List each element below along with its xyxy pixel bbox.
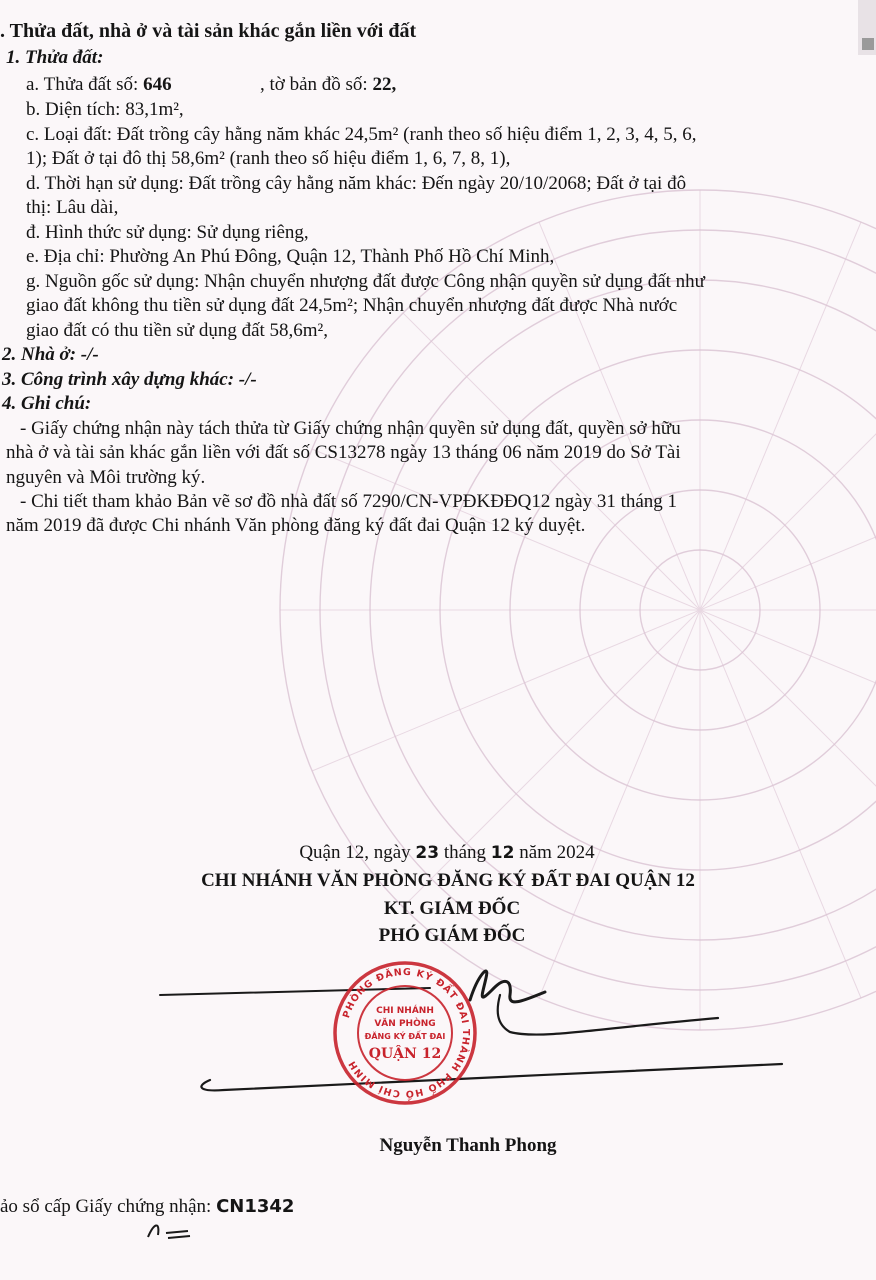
construction-heading: 3. Công trình xây dựng khác: -/- [2,369,257,390]
address-line: e. Địa chỉ: Phường An Phú Đông, Quận 12, Thành Phố Hồ Chí Minh, [26,246,555,267]
seal-ring-text: PHÒNG ĐĂNG KÝ ĐẤT ĐAI THÀNH PHỐ HỒ CHÍ MINH [341,966,472,1100]
date-month: 12 [490,843,515,863]
initials-scribble [140,1215,210,1245]
parcel-number-label: a. Thửa đất số: [26,74,139,95]
origin-line-3: giao đất có thu tiền sử dụng đất 58,6m², [26,320,329,341]
land-heading: 1. Thửa đất: [6,47,104,68]
note-1-line-3: nguyên và Môi trường ký. [6,467,206,488]
signer-name-text: Nguyễn Thanh Phong [379,1135,557,1156]
origin-line-1: g. Nguồn gốc sử dụng: Nhận chuyển nhượng đất được Công nhận quyền sử dụng đất như [26,271,705,292]
official-seal [330,958,480,1108]
signer-role-1-text: KT. GIÁM ĐỐC [383,898,521,919]
seal-line-1: CHI NHÁNH [376,1006,434,1016]
area-line: b. Diện tích: 83,1m², [26,99,184,120]
seal-line-3: ĐĂNG KÝ ĐẤT ĐAI [364,1032,446,1041]
date-prefix: Quận 12, ngày [299,842,411,863]
term-line-2: thị: Lâu dài, [26,197,119,218]
date-month-label: tháng [443,842,487,863]
seal-line-2: VĂN PHÒNG [374,1019,436,1029]
corner-mark-icon [862,38,874,50]
seal-line-4: QUẬN 12 [368,1046,442,1062]
certificate-book-label: ảo sổ cấp Giấy chứng nhận: [0,1196,212,1217]
note-1-line-2: nhà ở và tài sản khác gắn liền với đất số CS13278 ngày 13 tháng 06 năm 2019 do Sở Tài [6,442,681,463]
certificate-book-code: CN1342 [216,1196,295,1217]
parcel-number-row [26,74,172,96]
date-year: năm 2024 [519,842,595,863]
usage-form-line: đ. Hình thức sử dụng: Sử dụng riêng, [26,222,309,243]
land-type-line-1: c. Loại đất: Đất trồng cây hằng năm khác 24,5m² (ranh theo số hiệu điểm 1, 2, 3, 4, 5, 6, [26,124,697,145]
map-sheet-label: , tờ bản đồ số: [260,74,368,95]
note-2-line-2: năm 2019 đã được Chi nhánh Văn phòng đăng ký đất đai Quận 12 ký duyệt. [6,515,586,536]
section-title: . Thửa đất, nhà ở và tài sản khác gắn liền với đất [0,20,417,42]
map-sheet-row [260,74,396,96]
signer-role-1 [0,898,876,920]
issuing-office [0,870,876,892]
signer-role-2-text: PHÓ GIÁM ĐỐC [378,925,526,946]
issuing-office-text: CHI NHÁNH VĂN PHÒNG ĐĂNG KÝ ĐẤT ĐAI QUẬN 12 [201,870,695,891]
parcel-number: 646 [143,74,172,95]
note-1-line-1: - Giấy chứng nhận này tách thửa từ Giấy chứng nhận quyền sử dụng đất, quyền sở hữu [20,418,681,439]
note-2-line-1: - Chi tiết tham khảo Bản vẽ sơ đồ nhà đất số 7290/CN-VPĐKĐĐQ12 ngày 31 tháng 1 [20,491,678,512]
land-type-line-2: 1); Đất ở tại đô thị 58,6m² (ranh theo số hiệu điểm 1, 6, 7, 8, 1), [26,148,511,169]
term-line-1: d. Thời hạn sử dụng: Đất trồng cây hằng năm khác: Đến ngày 20/10/2068; Đất ở tại đô [26,173,687,194]
signer-name [0,1135,876,1157]
origin-line-2: giao đất không thu tiền sử dụng đất 24,5m²; Nhận chuyển nhượng đất được Nhà nước [26,295,678,316]
signing-date [0,842,876,864]
notes-heading: 4. Ghi chú: [2,393,92,414]
date-day: 23 [415,843,440,863]
map-sheet-number: 22, [372,74,397,95]
house-heading: 2. Nhà ở: -/- [2,344,99,365]
